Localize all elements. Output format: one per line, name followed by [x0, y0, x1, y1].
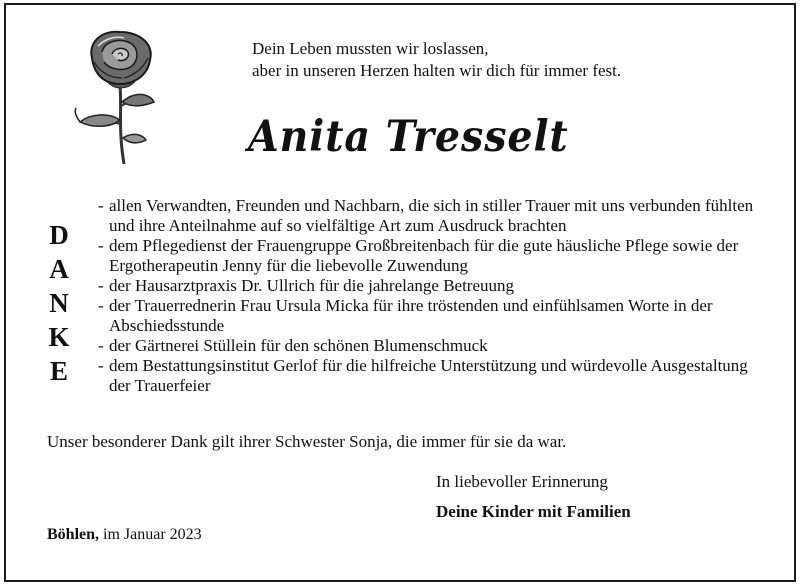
verse-line-2: aber in unseren Herzen halten wir dich für immer fest. [252, 61, 622, 80]
danke-letter: N [49, 288, 69, 318]
danke-vertical-heading [44, 218, 74, 388]
danke-letter: D [49, 220, 69, 250]
place-date [47, 526, 202, 544]
danke-letter: K [48, 322, 70, 352]
danke-letter: E [49, 356, 68, 386]
verse-line-1: Dein Leben mussten wir loslassen, [252, 39, 489, 58]
list-item: - der Gärtnerei Stüllein für den schönen Blumenschmuck [98, 336, 758, 356]
rose-icon [70, 28, 166, 168]
list-item: - allen Verwandten, Freunden und Nachbarn, die sich in stiller Trauer mit uns verbunden fühlten und ihre Anteilnahme auf so vielfältige Art zum Ausdruck brachten [98, 196, 758, 236]
memorial-verse [252, 38, 621, 82]
special-thanks: Unser besonderer Dank gilt ihrer Schwester Sonja, die immer für sie da war. [47, 432, 567, 451]
thanks-list [98, 196, 758, 396]
list-item: - der Trauerrednerin Frau Ursula Micka für ihre tröstenden und einfühlsamen Worte in der Abschiedsstunde [98, 296, 758, 336]
danke-letter: A [49, 254, 69, 284]
date: im Januar 2023 [103, 526, 202, 543]
deceased-name: Anita Tresselt [248, 112, 569, 162]
list-item: - der Hausarztpraxis Dr. Ullrich für die jahrelange Betreuung [98, 276, 758, 296]
closing-signature: Deine Kinder mit Familien [436, 502, 631, 521]
place: Böhlen, [47, 526, 100, 543]
list-item: - dem Pflegedienst der Frauengruppe Großbreitenbach für die gute häusliche Pflege sowie der Ergotherapeutin Jenny für die liebevolle Zuwendung [98, 236, 758, 276]
list-item: - dem Bestattungsinstitut Gerlof für die hilfreiche Unterstützung und würdevolle Ausgestaltung der Trauerfeier [98, 356, 758, 396]
closing-memory: In liebevoller Erinnerung [436, 472, 608, 491]
